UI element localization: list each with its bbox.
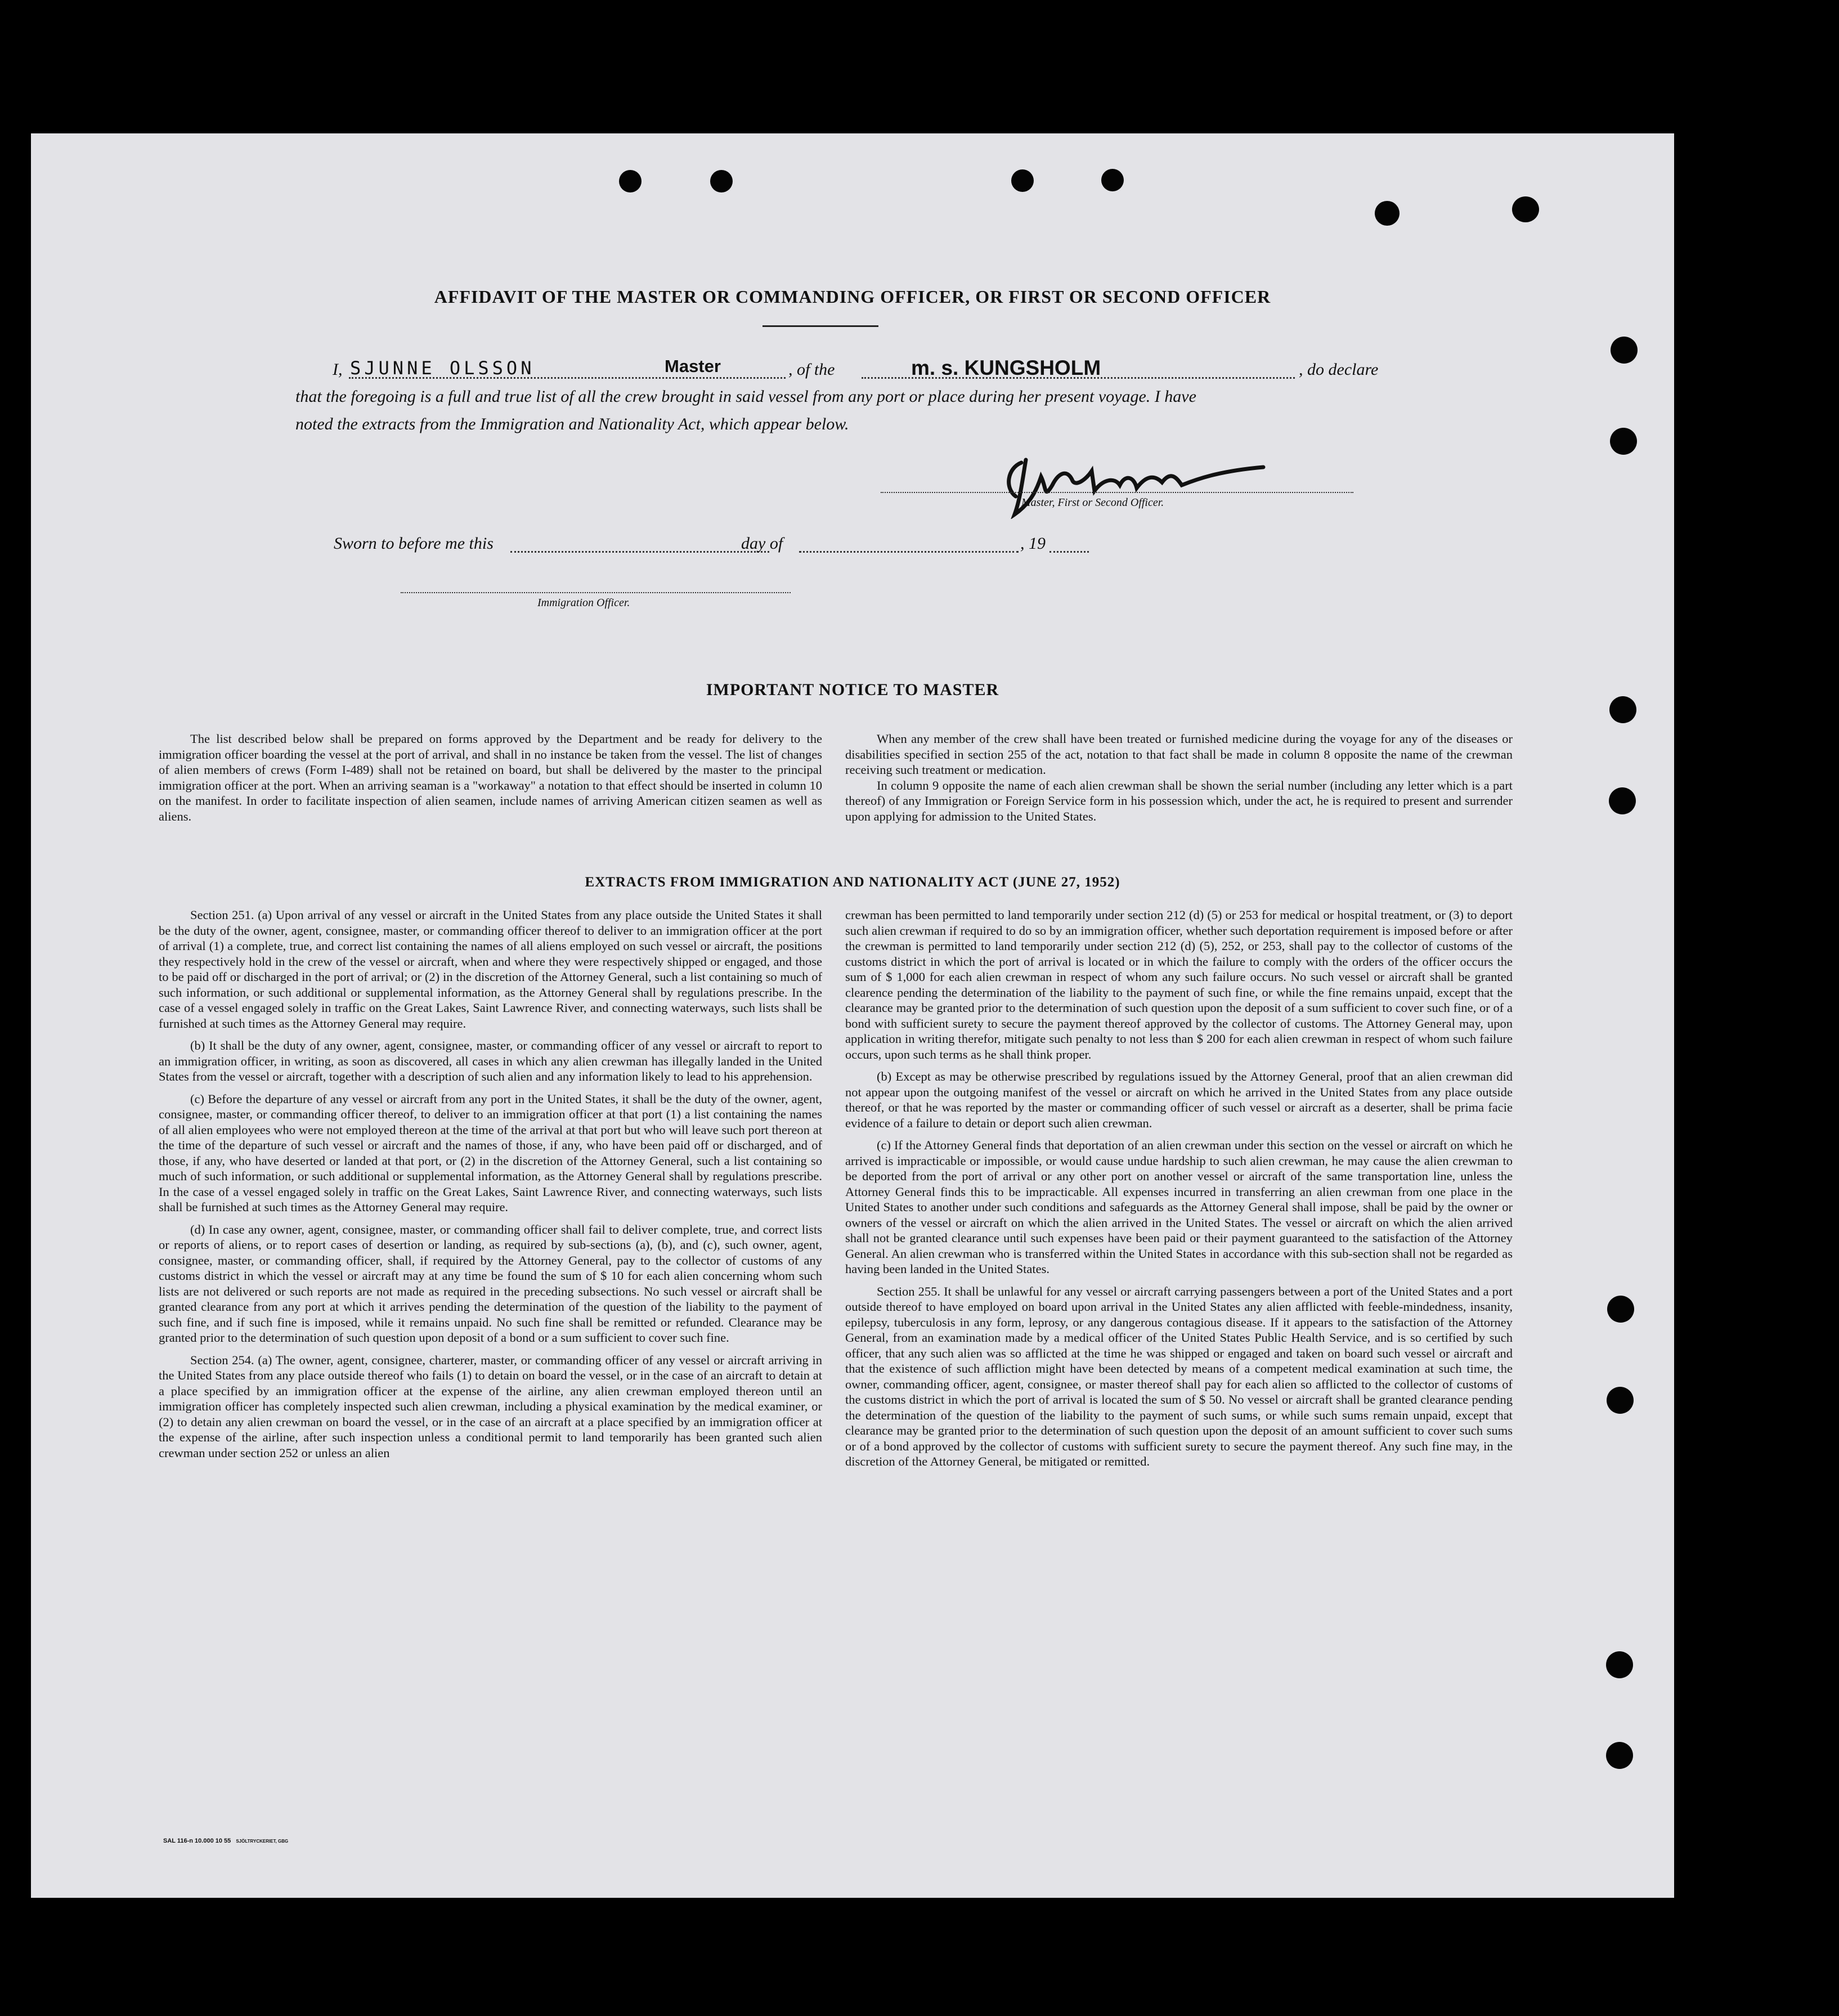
extract-paragraph: (d) In case any owner, agent, consignee, master, or commanding officer shall fail to deliver complete, true, and correct lists or reports of aliens, or to report cases of desertion or landing, as required by sub-sections (a), (b), and (c), such owner, agent, consignee, master, or commanding officer, shall, if required by the Attorney General, pay to the collector of customs of any customs district in which the vessel or aircraft may at any time be found the sum of $ 10 for each alien concerning whom such lists are not delivered or such reports are not made as required in the preceding subsections. No such vessel or aircraft shall be granted clearance from any port at which it arrives pending the determination of the question of the liability to the payment of such fine, and if such fine is imposed, while it remains unpaid. No such fine shall be remitted or refunded. Clearance may be granted prior to the determination of such question upon deposit of a bond or a sum sufficient to cover such fine. <box>159 1222 822 1345</box>
officer-caption: Immigration Officer. <box>537 597 630 609</box>
declaration-line-2: that the foregoing is a full and true list of all the crew brought in said vessel from any port or place during her present voyage. I have <box>295 387 1196 406</box>
officer-signature-line <box>401 592 791 593</box>
printer-name: SJÖLTRYCKERIET, GBG <box>236 1839 289 1844</box>
notice-left-paragraph: The list described below shall be prepared on forms approved by the Department and be ready for delivery to the immigration officer boarding the vessel at the port of arrival, and shall in no instance be taken from the vessel. The list of changes of alien members of crews (Form I-489) shall not be retained on board, but shall be delivered by the master to the principal immigration officer at the port. When an arriving seaman is a "workaway" a notation to that effect should be inserted in column 10 on the manifest. In order to facilitate inspection of alien seamen, include names of arriving American citizen seamen as well as aliens. <box>159 732 822 823</box>
notice-right-paragraph-2: In column 9 opposite the name of each alien crewman shall be shown the serial number (including any letter which is a part thereof) of any Immigration or Foreign Service form in his possession which, under the act, he is required to present and surrender upon applying for admission to the United States. <box>845 778 1513 823</box>
notice-right-paragraph-1: When any member of the crew shall have been treated or furnished medicine during the voyage for any of the diseases or disabilities specified in section 255 of the act, notation to that fact shall be made in column 8 opposite the name of the crewman receiving such treatment or medication. <box>845 732 1513 777</box>
master-name: SJUNNE OLSSON <box>350 357 535 379</box>
punch-hole <box>1610 428 1637 455</box>
affidavit-title: AFFIDAVIT OF THE MASTER OR COMMANDING OFFICER, OR FIRST OR SECOND OFFICER <box>434 286 1271 307</box>
day-of-label: day of <box>741 534 783 553</box>
notice-left <box>159 731 822 824</box>
sworn-label: Sworn to before me this <box>334 534 494 553</box>
punch-hole <box>1375 201 1400 226</box>
sworn-month-line <box>799 551 1019 553</box>
i-label: I, <box>333 360 343 379</box>
document-sheet <box>31 133 1674 1898</box>
punch-hole <box>619 170 642 192</box>
declare-label: , do declare <box>1299 360 1379 379</box>
vessel-name: m. s. KUNGSHOLM <box>911 356 1101 379</box>
punch-hole <box>1011 169 1034 192</box>
punch-hole <box>1607 1296 1634 1323</box>
extract-paragraph: (c) Before the departure of any vessel or aircraft from any port in the United States, it shall be the duty of the owner, agent, consignee, master, or commanding officer thereof, to deliver to an immigration officer at that port (1) a list containing the names of all alien employees who were not employed thereon at the time of the arrival at that port but who will leave such port thereon at the time of the departure of such vessel or aircraft and the names of those, if any, who have been paid off or discharged, and of those, if any, who have deserted or landed at that port, or (2) in the discretion of the Attorney General, such a list containing so much of such information, or such additional or supplemental information, as the Attorney General shall by regulations prescribe. In the case of a vessel engaged solely in traffic on the Great Lakes, Saint Lawrence River, and connecting waterways, such lists shall be furnished at such times as the Attorney General may require. <box>159 1091 822 1214</box>
punch-hole <box>1101 169 1124 191</box>
extract-paragraph: (b) Except as may be otherwise prescribed by regulations issued by the Attorney General, proof that an alien crewman did not appear upon the outgoing manifest of the vessel or aircraft on which he arrived in the United States from any place outside thereof, or that he was reported by the master or commanding officer of such vessel or aircraft as a deserter, shall be prima facie evidence of a failure to detain or deport such alien crewman. <box>845 1069 1513 1130</box>
rank-field: Master <box>665 356 721 376</box>
extracts-left-column <box>159 907 822 1461</box>
extract-paragraph: Section 255. It shall be unlawful for any vessel or aircraft carrying passengers between a port of the United States and a port outside thereof to have employed on board upon arrival in the United States any alien afflicted with feeble-mindedness, insanity, epilepsy, tuberculosis in any form, leprosy, or any dangerous contagious disease. If it appears to the satisfaction of the Attorney General, from an examination made by a medical officer of the United States Public Health Service, and is so certified by such officer, that any such alien was so afflicted at the time he was shipped or engaged and taken on board such vessel or aircraft and that the existence of such affliction might have been detected by means of a competent medical examination at such time, the owner, commanding officer, agent, consignee, or master thereof shall pay for each alien so afflicted to the collector of customs of the customs district in which the port of arrival is located the sum of $ 50. No vessel or aircraft shall be granted clearance pending the determination of the question of the liability to the payment of such sums, or while such sums remain unpaid, except that clearance may be granted prior to the determination of such question upon the deposit of an amount sufficient to cover such sums or of a bond approved by the collector of customs with sufficient surety to secure the payment thereof. Any such fine may, in the discretion of the Attorney General, be mitigated or remitted. <box>845 1284 1513 1468</box>
extract-paragraph: Section 254. (a) The owner, agent, consignee, charterer, master, or commanding officer of any vessel or aircraft arriving in the United States from any place outside thereof who fails (1) to detain on board the vessel, or in the case of an aircraft to detain at a place specified by an immigration officer at the expense of the airline, any alien crewman employed thereon until an immigration officer has completely inspected such alien crewman, including a physical examination by the medical examiner, or (2) to detain any alien crewman on board the vessel, or in the case of an aircraft at a place specified by an immigration officer at the expense of the airline, after such inspection unless a conditional permit to land temporarily has been granted such alien crewman under section 252 or unless an alien <box>159 1352 822 1460</box>
signature-line <box>881 492 1353 493</box>
sworn-year-line <box>1049 551 1089 553</box>
notice-right <box>845 731 1513 824</box>
punch-hole <box>1611 337 1638 364</box>
punch-hole <box>710 170 733 192</box>
extract-paragraph: crewman has been permitted to land temporarily under section 212 (d) (5) or 253 for medical or hospital treatment, or (3) to deport such alien crewman if required to do so by an immigration officer, whether such deportation requirement is imposed before or after the crewman is permitted to land temporarily under section 212 (d) (5), 252, or 253, shall pay to the collector of customs of the customs district in which the port of arrival is located or in which the failure to comply with the orders of the officer occurs the sum of $ 1,000 for each alien crewman in respect of whom any such failure occurs. No such vessel or aircraft shall be granted clearence pending the determination of the liability to the payment of such fine, or while the fine remains unpaid, except that the clearance may be granted prior to the determination of such question upon the deposit of a sum sufficient to cover such fine, or of a bond with sufficient surety to secure the payment thereof approved by the collector of customs. The Attorney General may, upon application in writing therefor, mitigate such penalty to not less than $ 200 for each alien crewman in respect of whom such failure occurs, upon such terms as he shall think proper. <box>845 908 1513 1061</box>
extracts-right-column <box>845 907 1513 1470</box>
sworn-day-line <box>510 551 769 553</box>
punch-hole <box>1609 787 1636 814</box>
extracts-title: EXTRACTS FROM IMMIGRATION AND NATIONALITY ACT (JUNE 27, 1952) <box>585 875 1120 890</box>
extract-paragraph: (b) It shall be the duty of any owner, agent, consignee, master, or commanding officer of any vessel or aircraft to report to an immigration officer, in writing, as soon as discovered, all cases in which any alien crewman has illegally landed in the United States from the vessel or aircraft, together with a description of such alien and any information likely to lead to his apprehension. <box>159 1038 822 1083</box>
punch-hole <box>1512 196 1539 222</box>
form-code <box>163 1838 288 1844</box>
punch-hole <box>1606 1651 1633 1678</box>
punch-hole <box>1609 696 1636 723</box>
name-dotted-line <box>349 377 786 379</box>
form-number: SAL 116-n 10.000 10 55 <box>163 1838 231 1844</box>
declaration-line-3: noted the extracts from the Immigration and Nationality Act, which appear below. <box>295 415 849 433</box>
punch-hole <box>1607 1387 1634 1414</box>
extract-paragraph: Section 251. (a) Upon arrival of any vessel or aircraft in the United States from any place outside the United States it shall be the duty of the owner, agent, consignee, master, or commanding officer thereof to deliver to an immigration officer at the port of arrival (1) a complete, true, and correct list containing the names of all aliens employed on such vessel or aircraft, the positions they respectively hold in the crew of the vessel or aircraft, when and where they were respectively shipped or engaged, and those to be paid off or discharged in the port of arrival; or (2) in the discretion of the Attorney General, such a list containing so much of such information, or such additional or supplemental information, as the Attorney General shall by regulations prescribe. In the case of a vessel engaged solely in traffic on the Great Lakes, Saint Lawrence River, and connecting waterways, such lists shall be furnished at such times as the Attorney General may require. <box>159 908 822 1031</box>
punch-hole <box>1606 1742 1633 1769</box>
signature-caption: Master, First or Second Officer. <box>1021 496 1164 509</box>
of-the-label: , of the <box>788 360 835 379</box>
extract-paragraph: (c) If the Attorney General finds that deportation of an alien crewman under this section on the vessel or aircraft on which he arrived is impracticable or impossible, or would cause undue hardship to such alien crewman, he may cause the alien crewman to be deported from the port of arrival or any other port on another vessel or aircraft of the same transportation line, unless the Attorney General finds this to be impracticable. All expenses incurred in transferring an alien crewman from one place in the United States to another under such conditions and safeguards as the Attorney General shall impose, shall be paid by the owner or owners of the vessel or aircraft on which the alien arrived in the United States. The vessel or aircraft on which the alien arrived shall not be granted clearance until such expenses have been paid or their payment guaranteed to the satisfaction of the Attorney General. An alien crewman who is transferred within the United States in accordance with this sub-section shall not be regarded as having been landed in the United States. <box>845 1138 1513 1276</box>
year-label: , 19 <box>1020 534 1046 553</box>
title-underline <box>762 325 878 327</box>
notice-title: IMPORTANT NOTICE TO MASTER <box>706 680 999 699</box>
